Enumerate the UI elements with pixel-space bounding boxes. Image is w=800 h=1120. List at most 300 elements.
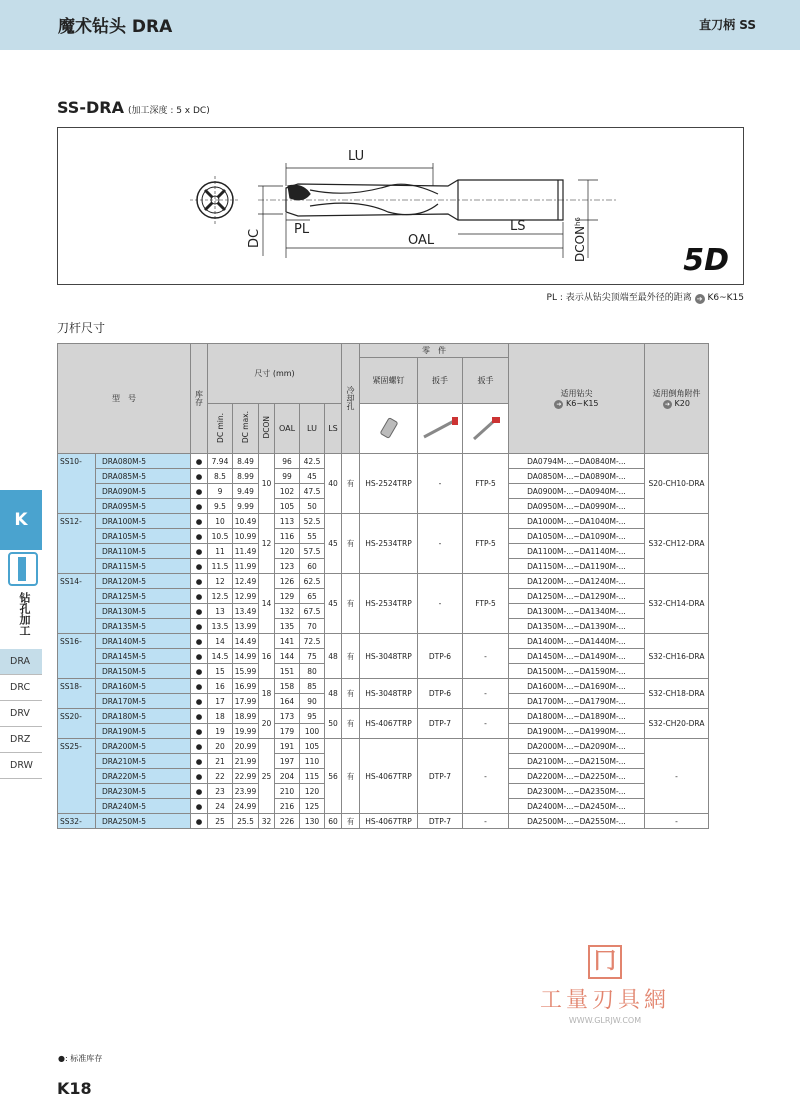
table-row [58, 739, 709, 754]
spec-table-body [58, 454, 709, 829]
table-cell: ● [191, 574, 208, 589]
table-cell: DRA130M-5 [96, 604, 191, 619]
table-row [58, 634, 709, 649]
table-cell: 有 [342, 814, 360, 829]
table-cell: DRA250M-5 [96, 814, 191, 829]
table-cell: 75 [300, 649, 325, 664]
table-cell: 13.99 [233, 619, 259, 634]
col-coolant-label: 冷却孔 [346, 385, 355, 410]
screw-icon [374, 413, 404, 443]
label-dc: DC [247, 228, 262, 248]
table-cell: SS32- [58, 814, 96, 829]
table-cell: 120 [300, 784, 325, 799]
table-cell: 16.99 [233, 679, 259, 694]
table-cell: 有 [342, 679, 360, 709]
table-cell [58, 664, 96, 679]
table-cell: ● [191, 529, 208, 544]
table-cell: S32-CH14-DRA [645, 574, 709, 634]
table-cell: DRA145M-5 [96, 649, 191, 664]
table-cell: DRA110M-5 [96, 544, 191, 559]
table-cell: DRA105M-5 [96, 529, 191, 544]
table-cell: ● [191, 589, 208, 604]
table-cell: 48 [325, 634, 342, 679]
table-row [58, 679, 709, 694]
table-cell: SS12- [58, 514, 96, 529]
table-cell: DTP-6 [418, 679, 463, 709]
col-dim-label: LS [328, 424, 338, 433]
table-cell: HS-2534TRP [360, 514, 418, 574]
table-cell: 47.5 [300, 484, 325, 499]
col-tip-label: 适用钻尖 [560, 389, 593, 398]
table-row [58, 454, 709, 469]
pl-note-ref: K6~K15 [707, 293, 744, 303]
table-cell: 210 [275, 784, 300, 799]
table-cell: 25.5 [233, 814, 259, 829]
table-cell: 65 [300, 589, 325, 604]
table-cell: 15 [208, 664, 233, 679]
table-cell: 226 [275, 814, 300, 829]
table-cell: 21 [208, 754, 233, 769]
table-cell: 90 [300, 694, 325, 709]
table-cell: 8.99 [233, 469, 259, 484]
table-cell: DRA190M-5 [96, 724, 191, 739]
table-cell: DRA160M-5 [96, 679, 191, 694]
drill-drawing [57, 127, 744, 285]
col-wrench2: 扳手 [463, 358, 509, 404]
wrench2-image [463, 404, 509, 454]
table-cell: DA1600M-...~DA1690M-... [509, 679, 645, 694]
table-cell [58, 754, 96, 769]
arrow-icon: ➔ [664, 401, 671, 408]
table-cell: SS20- [58, 709, 96, 724]
col-acc-ref-text: K20 [674, 399, 690, 408]
table-cell: DA2100M-...~DA2150M-... [509, 754, 645, 769]
table-row [58, 514, 709, 529]
table-cell: DA2000M-...~DA2090M-... [509, 739, 645, 754]
table-cell: 67.5 [300, 604, 325, 619]
table-title: 刀杆尺寸 [57, 321, 106, 335]
table-cell: 179 [275, 724, 300, 739]
table-cell: 60 [300, 559, 325, 574]
table-cell: DRA140M-5 [96, 634, 191, 649]
table-row [58, 709, 709, 724]
table-cell: ● [191, 694, 208, 709]
table-cell: DRA100M-5 [96, 514, 191, 529]
table-cell: 12 [259, 514, 275, 574]
label-dcon-tol: h6 [574, 217, 582, 226]
wrench-icon [464, 413, 508, 443]
table-cell: DRA210M-5 [96, 754, 191, 769]
table-cell: 22 [208, 769, 233, 784]
table-cell: DRA135M-5 [96, 619, 191, 634]
table-cell: 52.5 [300, 514, 325, 529]
table-cell: 105 [300, 739, 325, 754]
table-cell: 141 [275, 634, 300, 649]
col-dim-label: DCON [262, 416, 271, 439]
table-cell: 13.5 [208, 619, 233, 634]
table-cell: 80 [300, 664, 325, 679]
table-cell: 120 [275, 544, 300, 559]
col-dim-5 [325, 404, 342, 454]
side-tab-dra[interactable]: DRA [0, 649, 42, 675]
col-screw: 紧固螺钉 [360, 358, 418, 404]
table-cell: 32 [259, 814, 275, 829]
table-cell: 85 [300, 679, 325, 694]
table-cell: 130 [300, 814, 325, 829]
spec-table [57, 343, 709, 829]
table-cell: DA1100M-...~DA1140M-... [509, 544, 645, 559]
table-cell: SS16- [58, 634, 96, 649]
table-cell: S32-CH20-DRA [645, 709, 709, 739]
drill-thumb-icon [10, 554, 36, 584]
table-cell: FTP-5 [463, 574, 509, 634]
table-cell: 21.99 [233, 754, 259, 769]
table-cell: 10.5 [208, 529, 233, 544]
table-cell: 62.5 [300, 574, 325, 589]
table-cell: 60 [325, 814, 342, 829]
table-cell: 204 [275, 769, 300, 784]
table-cell: 22.99 [233, 769, 259, 784]
table-cell: S32-CH12-DRA [645, 514, 709, 574]
label-ls: LS [510, 219, 526, 234]
table-cell: 123 [275, 559, 300, 574]
col-tip-ref-text: K6~K15 [566, 399, 599, 408]
table-cell: 96 [275, 454, 300, 469]
table-cell: DA1700M-...~DA1790M-... [509, 694, 645, 709]
table-cell: 25 [208, 814, 233, 829]
table-cell: 20.99 [233, 739, 259, 754]
table-cell: DA1000M-...~DA1040M-... [509, 514, 645, 529]
table-cell [58, 499, 96, 514]
table-cell: - [463, 814, 509, 829]
table-cell: ● [191, 604, 208, 619]
table-cell [58, 484, 96, 499]
table-cell [58, 724, 96, 739]
table-row [58, 574, 709, 589]
col-dim-label: OAL [278, 424, 296, 433]
table-cell: DTP-7 [418, 814, 463, 829]
table-cell: 14.99 [233, 649, 259, 664]
table-cell: 57.5 [300, 544, 325, 559]
table-cell: 11 [208, 544, 233, 559]
table-cell: 45 [300, 469, 325, 484]
table-cell [58, 694, 96, 709]
table-cell: 有 [342, 514, 360, 574]
table-cell: 45 [325, 514, 342, 574]
table-cell: S32-CH18-DRA [645, 679, 709, 709]
section-title-text: SS-DRA [57, 98, 124, 117]
table-cell: HS-4067TRP [360, 814, 418, 829]
table-cell: DRA150M-5 [96, 664, 191, 679]
table-cell: 70 [300, 619, 325, 634]
col-wrench1: 扳手 [418, 358, 463, 404]
table-cell: DRA125M-5 [96, 589, 191, 604]
table-cell: ● [191, 544, 208, 559]
table-cell: 23.99 [233, 784, 259, 799]
arrow-icon: ➔ [695, 294, 705, 304]
table-cell [58, 544, 96, 559]
table-cell: - [418, 514, 463, 574]
table-cell: S32-CH16-DRA [645, 634, 709, 679]
col-tip-ref [509, 399, 644, 409]
table-cell: 126 [275, 574, 300, 589]
side-tab-drc[interactable]: DRC [0, 675, 42, 701]
table-cell: S20-CH10-DRA [645, 454, 709, 514]
table-cell: DA2200M-...~DA2250M-... [509, 769, 645, 784]
table-cell [58, 589, 96, 604]
table-cell: DRA090M-5 [96, 484, 191, 499]
wrench-icon [418, 413, 462, 443]
table-cell: 102 [275, 484, 300, 499]
col-acc-label: 适用倒角附件 [652, 389, 701, 398]
table-cell [58, 469, 96, 484]
table-cell: 8.49 [233, 454, 259, 469]
pl-note [547, 290, 744, 304]
col-stock-label: 库存 [194, 389, 204, 406]
table-cell: 132 [275, 604, 300, 619]
table-cell: 10 [208, 514, 233, 529]
table-cell: DRA170M-5 [96, 694, 191, 709]
table-cell: HS-2524TRP [360, 454, 418, 514]
table-cell: ● [191, 679, 208, 694]
shank-type: 直刀柄 SS [699, 18, 756, 32]
table-cell: ● [191, 484, 208, 499]
table-cell: - [645, 739, 709, 814]
table-cell: DA2500M-...~DA2550M-... [509, 814, 645, 829]
label-lu: LU [348, 149, 365, 164]
table-cell: ● [191, 814, 208, 829]
table-cell: ● [191, 514, 208, 529]
table-cell: ● [191, 724, 208, 739]
table-cell: 95 [300, 709, 325, 724]
table-cell: 9.49 [233, 484, 259, 499]
table-cell: - [463, 709, 509, 739]
table-cell: 110 [300, 754, 325, 769]
col-tip [509, 344, 645, 454]
table-cell: 15.99 [233, 664, 259, 679]
col-dim-label: DC min. [215, 412, 225, 443]
table-cell: 有 [342, 454, 360, 514]
table-cell: DTP-7 [418, 709, 463, 739]
table-cell: 10 [259, 454, 275, 514]
col-dim-1 [233, 404, 259, 454]
table-cell: - [418, 574, 463, 634]
table-cell: 17.99 [233, 694, 259, 709]
table-cell: 9 [208, 484, 233, 499]
side-tab-drz[interactable]: DRZ [0, 727, 42, 753]
table-cell: DRA240M-5 [96, 799, 191, 814]
table-cell: 14 [208, 634, 233, 649]
table-cell: DA1150M-...~DA1190M-... [509, 559, 645, 574]
table-cell: DA1250M-...~DA1290M-... [509, 589, 645, 604]
col-model: 型 号 [58, 344, 191, 454]
table-cell: ● [191, 799, 208, 814]
table-cell [58, 559, 96, 574]
table-cell [58, 784, 96, 799]
section-label: 钻孔加工 [18, 592, 31, 636]
table-cell [58, 799, 96, 814]
section-subtitle: (加工深度 : 5 x DC) [127, 106, 210, 116]
screw-image [360, 404, 418, 454]
col-acc [645, 344, 709, 454]
table-cell: 45 [325, 574, 342, 634]
col-dim-2 [259, 404, 275, 454]
arrow-icon: ➔ [556, 401, 562, 408]
table-cell: SS14- [58, 574, 96, 589]
table-cell: 9.99 [233, 499, 259, 514]
col-dims: 尺寸 (mm) [208, 344, 342, 404]
label-oal: OAL [408, 233, 435, 248]
table-cell: 12.5 [208, 589, 233, 604]
table-cell: DA1900M-...~DA1990M-... [509, 724, 645, 739]
table-cell: 11.5 [208, 559, 233, 574]
table-cell: 48 [325, 679, 342, 709]
table-cell [58, 649, 96, 664]
table-cell: DRA115M-5 [96, 559, 191, 574]
section-title [57, 98, 210, 117]
table-cell: DA1500M-...~DA1590M-... [509, 664, 645, 679]
col-coolant [342, 344, 360, 454]
watermark-logo-icon: 冂 [588, 945, 622, 979]
table-cell: DA0900M-...~DA0940M-... [509, 484, 645, 499]
table-cell: 13.49 [233, 604, 259, 619]
table-cell: 19 [208, 724, 233, 739]
pl-note-text: PL : 表示从钻尖顶端至最外径的距离 [546, 293, 692, 303]
table-cell: ● [191, 559, 208, 574]
table-cell [58, 604, 96, 619]
table-cell: 10.99 [233, 529, 259, 544]
table-cell: 164 [275, 694, 300, 709]
side-tab-drw[interactable]: DRW [0, 753, 42, 779]
table-cell: 14 [259, 574, 275, 634]
table-cell: 100 [300, 724, 325, 739]
table-cell: 8.5 [208, 469, 233, 484]
table-cell: ● [191, 469, 208, 484]
table-cell: DA0794M-...~DA0840M-... [509, 454, 645, 469]
table-cell: - [463, 679, 509, 709]
col-dim-label: DC max. [241, 411, 250, 444]
table-cell: 125 [300, 799, 325, 814]
watermark [540, 945, 670, 1025]
table-cell: DA1200M-...~DA1240M-... [509, 574, 645, 589]
table-cell: 18 [259, 679, 275, 709]
table-cell: 50 [325, 709, 342, 739]
table-cell: - [418, 454, 463, 514]
table-cell: 有 [342, 634, 360, 679]
table-cell: 24.99 [233, 799, 259, 814]
side-tabs [0, 649, 42, 779]
table-cell: 20 [208, 739, 233, 754]
table-cell: 151 [275, 664, 300, 679]
watermark-text: 工量刃具網 [540, 988, 671, 1013]
table-cell: ● [191, 784, 208, 799]
wrench1-image [418, 404, 463, 454]
drill-diagram [58, 128, 745, 286]
table-cell: 16 [208, 679, 233, 694]
table-cell: DRA120M-5 [96, 574, 191, 589]
side-tab-drv[interactable]: DRV [0, 701, 42, 727]
table-cell [58, 529, 96, 544]
table-cell: 11.49 [233, 544, 259, 559]
table-cell: 135 [275, 619, 300, 634]
table-cell: 216 [275, 799, 300, 814]
table-cell: 19.99 [233, 724, 259, 739]
table-cell: 55 [300, 529, 325, 544]
table-cell: 158 [275, 679, 300, 694]
table-cell: 7.94 [208, 454, 233, 469]
table-cell: DRA180M-5 [96, 709, 191, 724]
section-letter: K [0, 490, 42, 550]
table-cell: DA1450M-...~DA1490M-... [509, 649, 645, 664]
table-cell: 191 [275, 739, 300, 754]
table-cell: 40 [325, 454, 342, 514]
table-cell: 56 [325, 739, 342, 814]
col-acc-ref [645, 399, 708, 409]
table-cell: 99 [275, 469, 300, 484]
table-cell: HS-3048TRP [360, 679, 418, 709]
table-cell: ● [191, 709, 208, 724]
table-cell: 113 [275, 514, 300, 529]
table-cell: 105 [275, 499, 300, 514]
table-cell: 129 [275, 589, 300, 604]
table-cell: 14.49 [233, 634, 259, 649]
table-cell: ● [191, 664, 208, 679]
table-cell: 197 [275, 754, 300, 769]
table-cell: FTP-5 [463, 514, 509, 574]
col-stock [191, 344, 208, 454]
table-cell: DA2400M-...~DA2450M-... [509, 799, 645, 814]
table-cell: ● [191, 619, 208, 634]
table-cell: - [463, 739, 509, 814]
table-cell: 13 [208, 604, 233, 619]
table-cell: 有 [342, 739, 360, 814]
table-cell: ● [191, 634, 208, 649]
col-dim-label: LU [307, 424, 317, 433]
table-cell: 72.5 [300, 634, 325, 649]
table-cell: 12.99 [233, 589, 259, 604]
label-pl: PL [294, 222, 310, 237]
table-cell: DRA080M-5 [96, 454, 191, 469]
table-cell: 11.99 [233, 559, 259, 574]
table-cell: 144 [275, 649, 300, 664]
table-cell: ● [191, 499, 208, 514]
table-cell: 12.49 [233, 574, 259, 589]
table-cell: 有 [342, 574, 360, 634]
drill-body [258, 180, 618, 220]
table-cell: 18 [208, 709, 233, 724]
table-cell: 50 [300, 499, 325, 514]
drill-icon [8, 552, 38, 586]
end-view [190, 176, 240, 224]
table-cell: DRA230M-5 [96, 784, 191, 799]
depth-badge: 5D [683, 243, 729, 278]
table-cell: 173 [275, 709, 300, 724]
table-cell: DTP-6 [418, 634, 463, 679]
table-cell: 10.49 [233, 514, 259, 529]
table-cell: DA2300M-...~DA2350M-... [509, 784, 645, 799]
table-cell: DA1400M-...~DA1440M-... [509, 634, 645, 649]
col-dim-0 [208, 404, 233, 454]
table-cell: DTP-7 [418, 739, 463, 814]
table-cell: 16 [259, 634, 275, 679]
table-cell: 17 [208, 694, 233, 709]
legend: ●: 标准库存 [58, 1054, 103, 1063]
table-cell: DA0850M-...~DA0890M-... [509, 469, 645, 484]
table-cell: ● [191, 739, 208, 754]
col-parts: 零 件 [360, 344, 509, 358]
table-cell: HS-2534TRP [360, 574, 418, 634]
table-cell: 18.99 [233, 709, 259, 724]
